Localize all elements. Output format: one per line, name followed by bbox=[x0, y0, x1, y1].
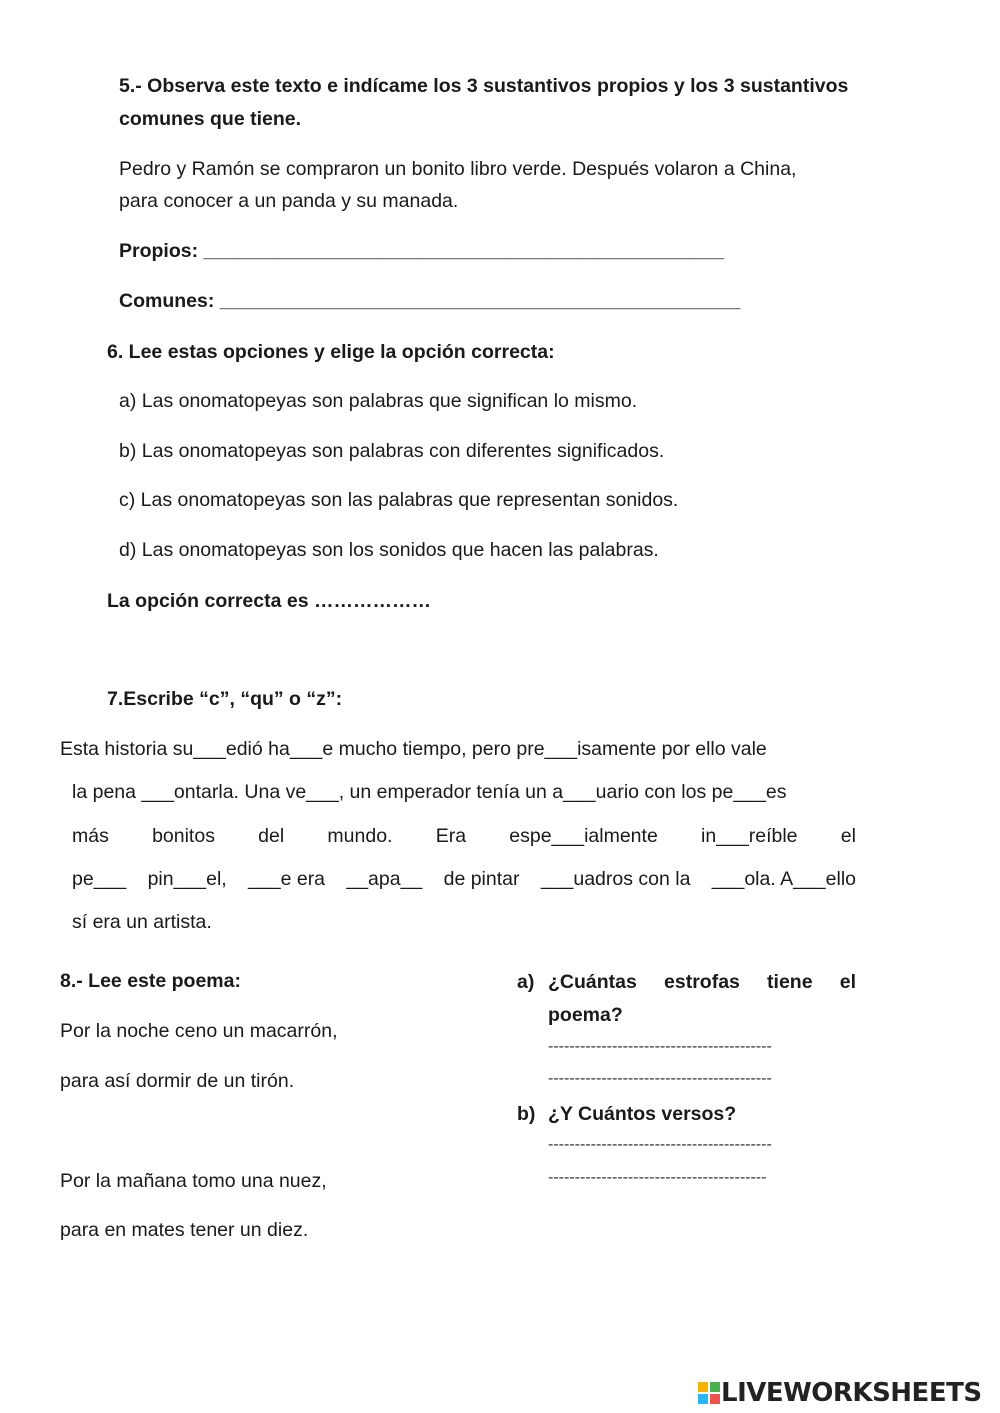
q7-line-1: Esta historia su___edió ha___e mucho tiempo, pero pre___isamente por ello vale bbox=[60, 738, 767, 760]
q8a-word: ¿Cuántas bbox=[548, 971, 637, 993]
q7-word: de pintar bbox=[443, 868, 520, 890]
q8a-answer-line-2[interactable]: ------------------------------------------ bbox=[548, 1070, 772, 1087]
q7-line-4 bbox=[72, 868, 856, 891]
q7-line-2: la pena ___ontarla. Una ve___, un emperador tenía un a___uario con los pe___es bbox=[72, 781, 787, 803]
q6-option-d: d) Las onomatopeyas son los sonidos que hacen las palabras. bbox=[119, 539, 659, 561]
q8a-question-line-1 bbox=[548, 971, 856, 994]
q7-word: más bbox=[72, 825, 109, 847]
q8-title: 8.- Lee este poema: bbox=[60, 970, 241, 992]
q7-word: ___e era bbox=[248, 868, 326, 890]
q8b-question: ¿Y Cuántos versos? bbox=[548, 1103, 737, 1125]
q8-poem-verse-1: Por la noche ceno un macarrón, bbox=[60, 1020, 338, 1042]
q7-word: mundo. bbox=[327, 825, 393, 847]
q6-option-c: c) Las onomatopeyas son las palabras que representan sonidos. bbox=[119, 489, 679, 511]
q7-word: pin___el, bbox=[147, 868, 227, 890]
liveworksheets-logo bbox=[697, 1378, 982, 1408]
q7-word: in___reíble bbox=[701, 825, 798, 847]
q5-text-line-1: Pedro y Ramón se compraron un bonito libro verde. Después volaron a China, bbox=[119, 158, 797, 180]
q7-word: ___ola. A___ello bbox=[711, 868, 856, 890]
q7-word: del bbox=[258, 825, 285, 847]
q7-line-5: sí era un artista. bbox=[72, 911, 212, 933]
q5-propios-row bbox=[119, 240, 724, 263]
q6-title: 6. Lee estas opciones y elige la opción correcta: bbox=[107, 341, 555, 363]
q5-title-line-1 bbox=[119, 75, 856, 98]
q6-option-b: b) Las onomatopeyas son palabras con diferentes significados. bbox=[119, 440, 665, 462]
q8b-answer-line-1[interactable]: ------------------------------------------ bbox=[548, 1136, 772, 1153]
q5-comunes-answer-field[interactable]: ________________________________________________ bbox=[219, 290, 741, 312]
q8-poem-verse-3: Por la mañana tomo una nuez, bbox=[60, 1170, 327, 1192]
q7-word: __apa__ bbox=[346, 868, 423, 890]
q7-title: 7.Escribe “c”, “qu” o “z”: bbox=[107, 688, 343, 710]
q5-title-line-2: comunes que tiene. bbox=[119, 108, 302, 130]
q8b-answer-line-2[interactable]: ----------------------------------------- bbox=[548, 1169, 767, 1186]
q8a-marker: a) bbox=[517, 971, 535, 993]
q8a-word: el bbox=[839, 971, 856, 993]
q6-option-a: a) Las onomatopeyas son palabras que significan lo mismo. bbox=[119, 390, 638, 412]
q7-word: pe___ bbox=[72, 868, 127, 890]
q5-title-text: 5.- Observa este texto e indícame los 3 sustantivos propios y los 3 sustantivos bbox=[119, 75, 849, 97]
q5-comunes-label: Comunes: bbox=[119, 290, 220, 312]
q6-answer-field[interactable]: La opción correcta es ……………… bbox=[107, 590, 431, 612]
q5-text-line-2: para conocer a un panda y su manada. bbox=[119, 190, 459, 212]
q8-poem-verse-2: para así dormir de un tirón. bbox=[60, 1070, 295, 1092]
q7-word: el bbox=[840, 825, 856, 847]
liveworksheets-logo-icon bbox=[697, 1381, 721, 1405]
q8a-question-line-2: poema? bbox=[548, 1004, 623, 1026]
q5-comunes-row bbox=[119, 290, 740, 313]
q5-propios-answer-field[interactable]: ________________________________________________ bbox=[203, 240, 725, 262]
q8b-marker: b) bbox=[517, 1103, 536, 1125]
liveworksheets-brand-text: LIVEWORKSHEETS bbox=[721, 1378, 982, 1408]
q7-word: espe___ialmente bbox=[509, 825, 658, 847]
q8a-answer-line-1[interactable]: ------------------------------------------ bbox=[548, 1038, 772, 1055]
q7-word: ___uadros con la bbox=[540, 868, 691, 890]
q8a-word: tiene bbox=[767, 971, 813, 993]
q7-word: bonitos bbox=[152, 825, 215, 847]
q8-poem-verse-4: para en mates tener un diez. bbox=[60, 1219, 309, 1241]
q7-line-3 bbox=[72, 825, 856, 848]
q7-word: Era bbox=[435, 825, 467, 847]
q5-propios-label: Propios: bbox=[119, 240, 204, 262]
q8a-word: estrofas bbox=[664, 971, 740, 993]
